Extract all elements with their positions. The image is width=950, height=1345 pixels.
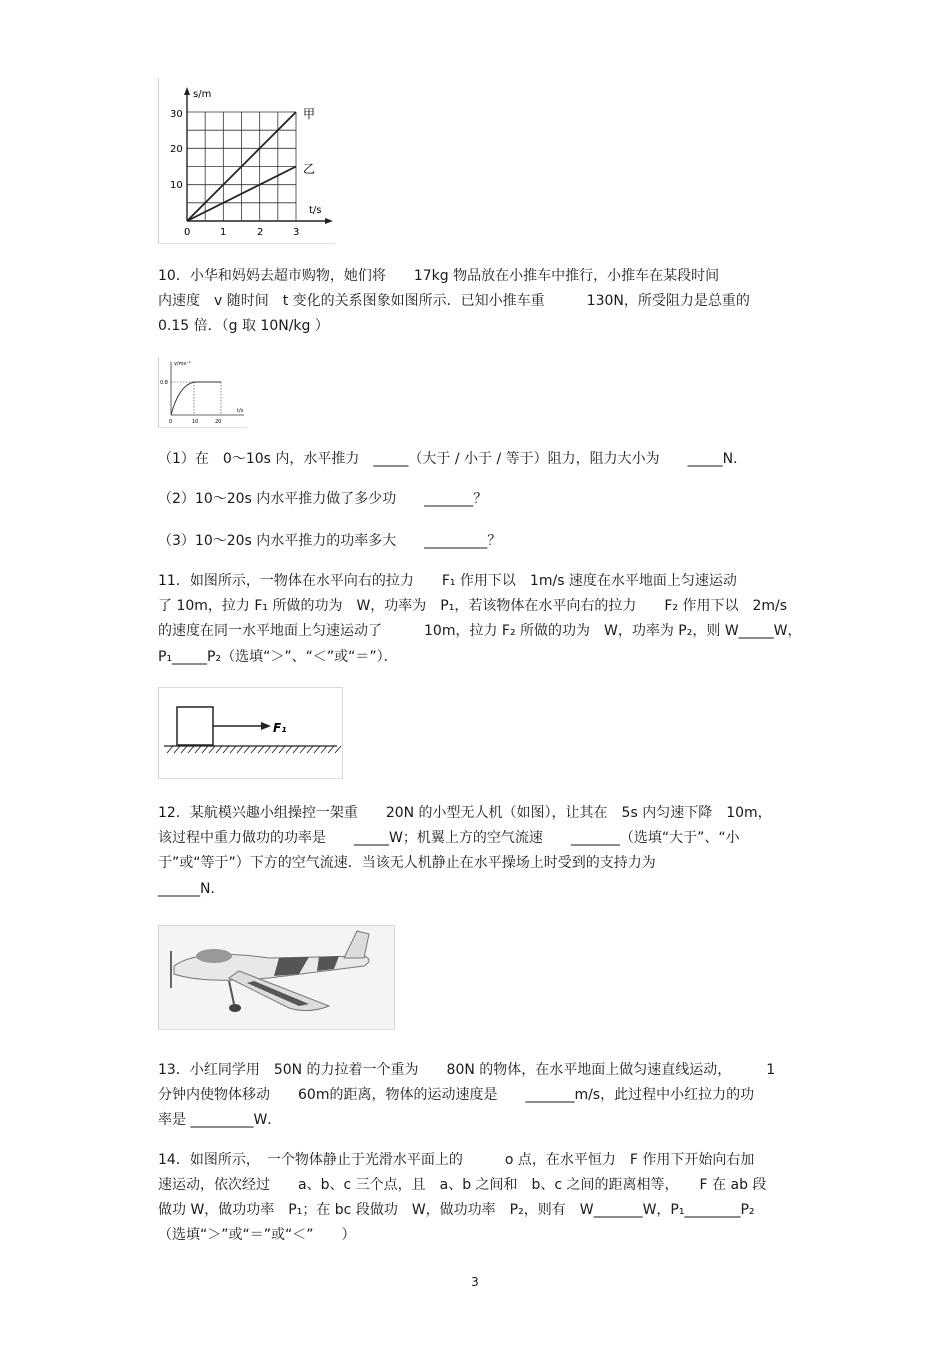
q10-line: 内速度 v 随时间 t 变化的关系图象如图所示．已知小推车重 130N，所受阻力是总重的 — [158, 293, 750, 309]
y-axis-label: v/ms⁻¹ — [174, 361, 191, 367]
hatch-mark — [279, 746, 285, 753]
x-tick-label: 1 — [220, 227, 227, 238]
x-tick-label: 3 — [293, 227, 300, 238]
landing-gear — [229, 981, 234, 1004]
force-diagram — [159, 688, 342, 778]
hatch-mark — [216, 746, 222, 753]
airplane-illustration — [159, 926, 394, 1029]
hatch-mark — [237, 746, 243, 753]
q12-line: 12．某航模兴趣小组操控一架重 20N 的小型无人机（如图），让其在 5s 内匀速下降 10m， — [158, 805, 772, 821]
hatch-mark — [293, 746, 299, 753]
q11-line: 11．如图所示，一物体在水平向右的拉力 F₁ 作用下以 1m/s 速度在水平地面上匀速运动 — [158, 573, 737, 589]
y-tick-label: 10 — [170, 180, 183, 191]
vt-graph-figure — [158, 357, 247, 428]
q11-line: P₁_____P₂（选填“＞”、“＜”或“＝”）． — [158, 649, 398, 665]
q14-line: （选填“＞”或“＝”或“＜” ） — [158, 1227, 356, 1243]
q10-line: 10．小华和妈妈去超市购物，她们将 17kg 物品放在小推车中推行，小推车在某段时间 — [158, 268, 720, 284]
hatch-mark — [223, 746, 229, 753]
x-tick-label: 2 — [257, 227, 264, 238]
q10-sub3: （3）10～20s 内水平推力的功率多大 _________？ — [158, 533, 502, 549]
force-diagram-figure — [158, 687, 343, 779]
block — [177, 707, 213, 745]
hatch-mark — [167, 746, 173, 753]
hatch-mark — [202, 746, 208, 753]
q13-line: 13．小红同学用 50N 的力拉着一个重为 80N 的物体，在水平地面上做匀速直线运动， 1 — [158, 1062, 776, 1078]
hatch-mark — [335, 746, 341, 753]
vt-graph — [159, 357, 247, 427]
hatch-mark — [258, 746, 264, 753]
q10-sub2: （2）10～20s 内水平推力做了多少功 _______？ — [158, 491, 488, 507]
x-axis-label: t/s — [237, 408, 244, 414]
q14-line: 速运动，依次经过 a、b、c 三个点，且 a、b 之间和 b、c 之间的距离相等， F 在 ab 段 — [158, 1177, 767, 1193]
series-label-yi: 乙 — [303, 162, 316, 176]
q10-sub1: （1）在 0～10s 内，水平推力 _____（大于 / 小于 / 等于）阻力，阻力大小为 _____N． — [158, 451, 748, 467]
q12-line: ______N． — [158, 881, 225, 897]
drone-photo — [158, 925, 395, 1030]
st-graph-figure — [158, 78, 335, 244]
hatch-mark — [251, 746, 257, 753]
hatch-mark — [195, 746, 201, 753]
q14-line: 14．如图所示， 一个物体静止于光滑水平面上的 o 点，在水平恒力 F 作用下开始向右加 — [158, 1152, 755, 1168]
wheel — [229, 1004, 241, 1012]
y-axis-arrow — [184, 87, 190, 95]
x-tick-label: 20 — [215, 419, 222, 425]
tail-fin — [344, 931, 369, 958]
q11-line: 的速度在同一水平地面上匀速运动了 10m，拉力 F₂ 所做的功为 W，功率为 P₂，则 W_____W， — [158, 623, 802, 639]
hatch-mark — [272, 746, 278, 753]
hatch-mark — [300, 746, 306, 753]
hatch-mark — [265, 746, 271, 753]
hatch-mark — [286, 746, 292, 753]
q13-line: 分钟内使物体移动 60m的距离，物体的运动速度是 _______m/s，此过程中小红拉力的功 — [158, 1087, 755, 1103]
hatch-mark — [181, 746, 187, 753]
series-label-jia: 甲 — [303, 107, 316, 121]
hatch-mark — [174, 746, 180, 753]
y-tick-label: 20 — [170, 144, 183, 155]
hatch-mark — [230, 746, 236, 753]
hatch-mark — [321, 746, 327, 753]
velocity-curve — [171, 382, 221, 415]
x-axis-label: t/s — [309, 205, 322, 216]
y-tick-label: 0.8 — [160, 380, 168, 386]
q12-line: 该过程中重力做功的功率是 _____W；机翼上方的空气流速 _______（选填“大于”、“小 — [158, 830, 740, 846]
x-tick-label: 0 — [169, 419, 173, 425]
hatch-mark — [244, 746, 250, 753]
hatch-mark — [328, 746, 334, 753]
y-tick-label: 30 — [170, 109, 183, 120]
hatch-mark — [188, 746, 194, 753]
ground-hatching — [167, 746, 341, 753]
page-number: 3 — [471, 1275, 479, 1289]
hatch-mark — [314, 746, 320, 753]
hatch-mark — [209, 746, 215, 753]
hatch-mark — [307, 746, 313, 753]
x-axis-arrow — [325, 218, 333, 224]
q13-line: 率是 _________W． — [158, 1112, 282, 1128]
force-label: F₁ — [273, 721, 287, 735]
st-graph — [159, 78, 335, 243]
x-tick-label: 10 — [192, 419, 199, 425]
x-tick-label: 0 — [184, 227, 191, 238]
canopy — [196, 949, 232, 963]
q12-line: 于”或“等于”）下方的空气流速．当该无人机静止在水平操场上时受到的支持力为 — [158, 855, 656, 871]
q10-line: 0.15 倍．（g 取 10N/kg ） — [158, 318, 329, 334]
y-axis-label: s/m — [193, 89, 212, 100]
force-arrowhead — [261, 722, 271, 730]
q14-line: 做功 W，做功功率 P₁；在 bc 段做功 W，做功功率 P₂，则有 W_______W，P₁________P₂ — [158, 1202, 755, 1218]
q11-line: 了 10m，拉力 F₁ 所做的功为 W，功率为 P₁，若该物体在水平向右的拉力 F₂ 作用下以 2m/s — [158, 598, 788, 614]
